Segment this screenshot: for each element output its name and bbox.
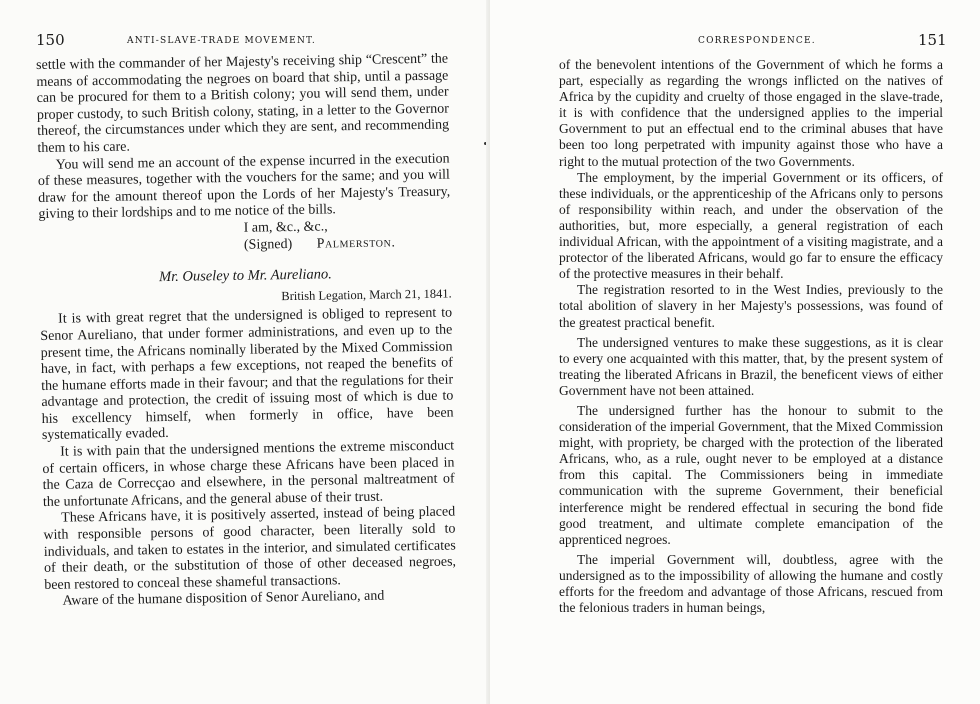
- left-paragraph: Aware of the humane disposition of Senor Aureliano, and: [62, 589, 385, 610]
- letter-dateline: British Legation, March 21, 1841.: [281, 286, 452, 303]
- left-paragraph: It is with great regret that the undersigned is obliged to represent to Senor Aureliano, that under former administrations, and even up to the present time, the Africans nominally liberated by the Mixed Commission have, in fact, with perhaps a few exceptions, not reaped the benefits of the humane efforts made in their favour; and that the regulations for their advantage and protection, the credit of issuing most of which is due to his excellency himself, when formerly in office, have been systematically evaded.: [40, 305, 454, 444]
- left-running-title: ANTI-SLAVE-TRADE MOVEMENT.: [127, 36, 316, 46]
- right-running-title: CORRESPONDENCE.: [698, 36, 816, 46]
- expense-paragraph: You will send me an account of the expense incurred in the execution of these measures, together with the vouchers for the same; and you will draw for the amount thereof upon the Lords of her Majesty's Treasury, giving to their lordships and to me notice of the bills.: [37, 151, 451, 223]
- right-paragraph: of the benevolent intentions of the Government of which he forms a part, especially as regarding the wrongs inflicted on the natives of Africa by the cupidity and cruelty of those engaged in the slave-trade, it is with confidence that the undersigned applies to the imperial Government to put an effectual end to the criminal abuses that have been too long perpetrated with impunity against those who have a right to the mutual protection of the two Governments.: [559, 57, 943, 169]
- right-paragraph: The employment, by the imperial Government or its officers, of these individuals, or the apprenticeship of the Africans only to persons of responsibility within reach, and under the observation of the authorities, but, more especially, a general registration of each individual African, with the appointment of a visiting magistrate, and a protector of the liberated Africans, would go far to ensure the efficacy of the protective measures in their behalf.: [559, 169, 943, 282]
- opening-paragraph: settle with the commander of her Majesty's receiving ship “Crescent” the means of accommodating the negroes on board that ship, until a passage can be procured for them to a British colony; you will send them, under proper custody, to such British colony, stating, in a letter to the Governor thereof, the circumstances under which they are sent, and recommending them to his care.: [36, 51, 450, 156]
- left-page-body: [36, 52, 457, 611]
- signed-label: (Signed): [243, 236, 293, 253]
- left-paragraph: It is with pain that the undersigned mentions the extreme misconduct of certain officers, in whose charge these Africans have been placed in the Caza de Correcçao and elsewhere, in the personal maltreatment of the unfortunate Africans, and the general abuse of their trust.: [42, 438, 455, 510]
- signatory-name: Palmerston.: [316, 234, 396, 252]
- right-page-body: [559, 57, 943, 616]
- letter-closing: I am, &c., &c.,: [243, 219, 328, 236]
- right-paragraph: The imperial Government will, doubtless, agree with the undersigned as to the impossibility of allowing the humane and costly efforts for the freedom and advantage of those Africans, rescued from the felonious traders in human beings,: [559, 551, 943, 616]
- left-page-number: 150: [36, 31, 65, 49]
- right-page-number: 151: [918, 31, 947, 49]
- letter-title: Mr. Ouseley to Mr. Aureliano.: [158, 266, 332, 286]
- right-paragraph: The undersigned ventures to make these suggestions, as it is clear to every one acquainted with this matter, that, by the present system of treating the liberated Africans in Brazil, the beneficent views of either Government have not been attained.: [559, 334, 943, 398]
- right-paragraph: The registration resorted to in the West Indies, previously to the total abolition of slavery in her Majesty's possessions, was found of the greatest practical benefit.: [559, 282, 943, 330]
- right-paragraph: The undersigned further has the honour to submit to the consideration of the imperial Government, that the Mixed Commission might, with propriety, be charged with the protection of the liberated Africans, who, as a rule, ought never to be employed at a distance from this capital. The Commissioners being in immediate communication with the supreme Government, their beneficial interference might be rendered effectual in securing the bond fide good treatment, and ultimate complete emancipation of the apprenticed negroes.: [559, 402, 943, 547]
- left-paragraph: These Africans have, it is positively asserted, instead of being placed with responsible persons of good character, been literally sold to individuals, and taken to estates in the interior, and simulated certificates of their death, or the substitution of those of other deceased negroes, been restored to conceal these shameful transactions.: [43, 504, 457, 593]
